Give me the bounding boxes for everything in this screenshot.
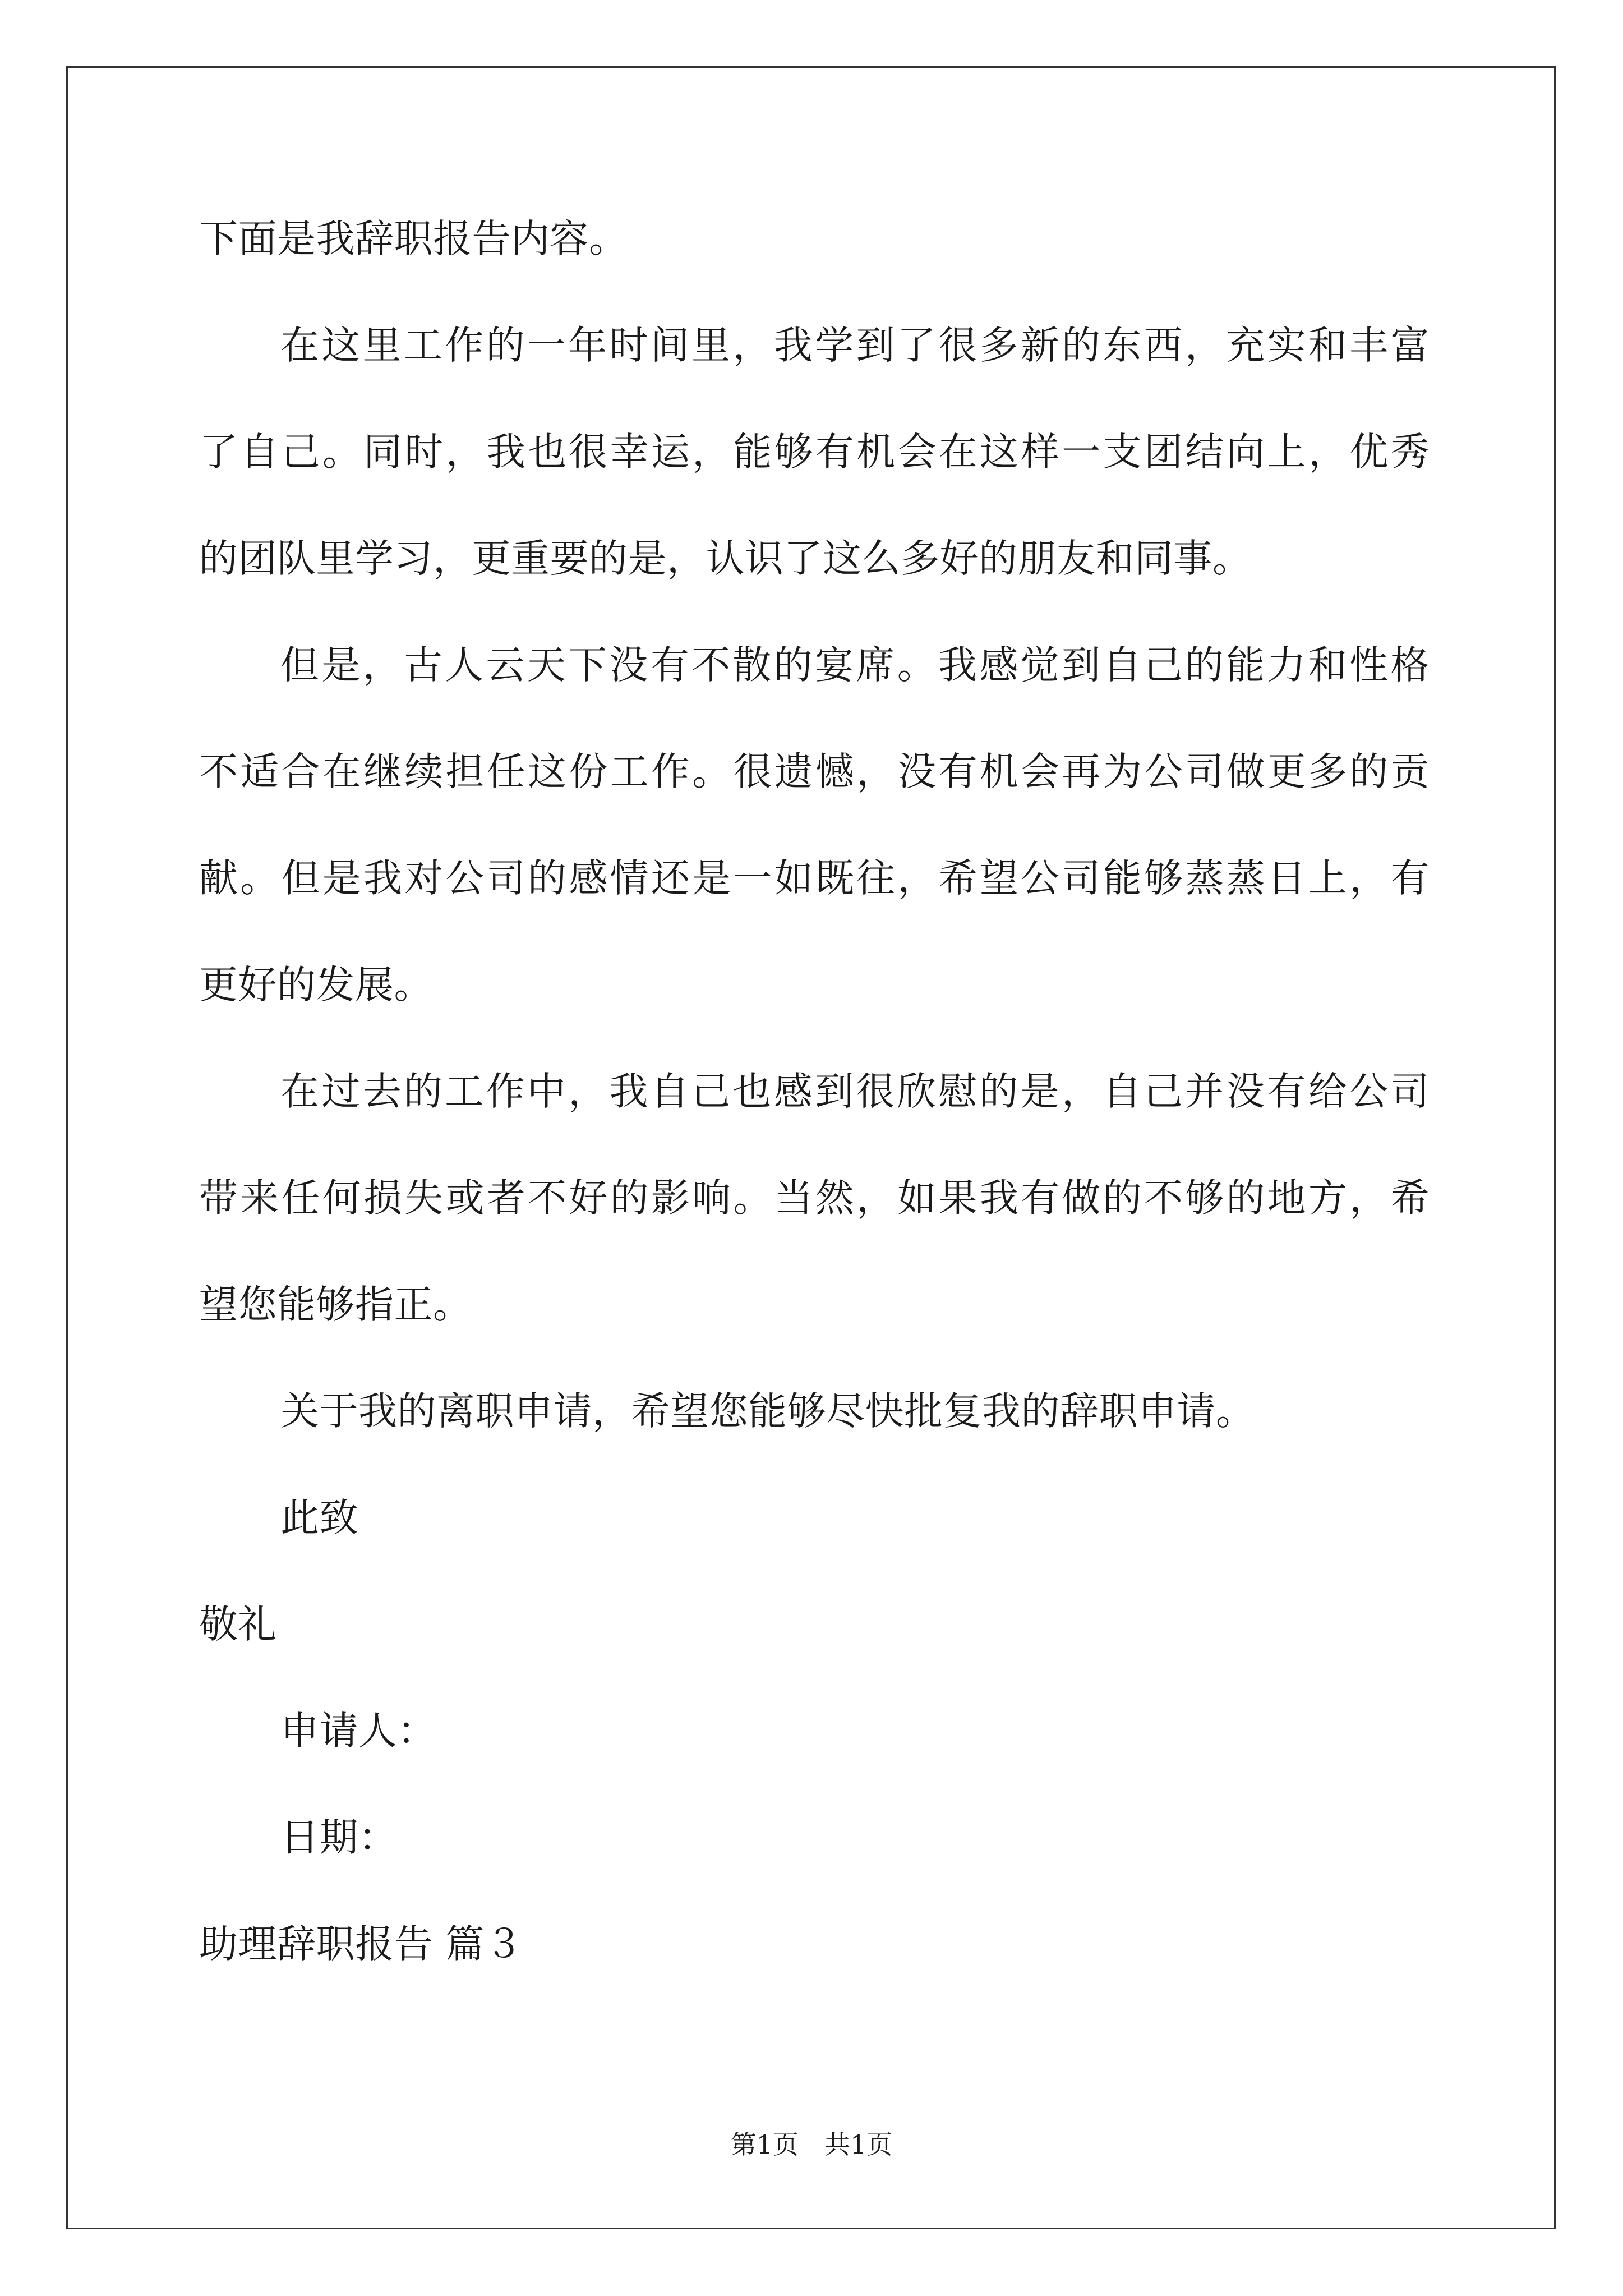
text-line-intro: 下面是我辞职报告内容。 [199,217,628,261]
text-line-para3-2: 带来任何损失或者不好的影响。当然，如果我有做的不够的地方，希 [199,1176,1430,1221]
text-line-date: 日期： [280,1815,398,1860]
text-line-para2-3: 献。但是我对公司的感情还是一如既往，希望公司能够蒸蒸日上，有 [199,856,1430,901]
section-heading: 助理辞职报告 篇３ [199,1922,524,1967]
text-line-para1-2: 了自己。同时，我也很幸运，能够有机会在这样一支团结向上，优秀 [199,430,1430,475]
text-line-applicant: 申请人： [280,1709,436,1754]
text-line-para2-4: 更好的发展。 [199,963,433,1007]
text-line-request: 关于我的离职申请，希望您能够尽快批复我的辞职申请。 [280,1389,1255,1434]
text-line-para1-1: 在这里工作的一年时间里，我学到了很多新的东西，充实和丰富 [280,323,1430,368]
text-line-para3-3: 望您能够指正。 [199,1282,472,1327]
text-line-salutation: 敬礼 [199,1602,277,1647]
text-line-para1-3: 的团队里学习，更重要的是，认识了这么多好的朋友和同事。 [199,536,1252,581]
text-line-para3-1: 在过去的工作中，我自己也感到很欣慰的是，自己并没有给公司 [280,1069,1430,1114]
page-frame [66,66,1556,2229]
text-line-closing: 此致 [280,1496,358,1540]
page-number-footer: 第1页 共1页 [730,2129,893,2160]
text-line-para2-1: 但是，古人云天下没有不散的宴席。我感觉到自己的能力和性格 [280,643,1430,688]
text-line-para2-2: 不适合在继续担任这份工作。很遗憾，没有机会再为公司做更多的贡 [199,749,1430,794]
